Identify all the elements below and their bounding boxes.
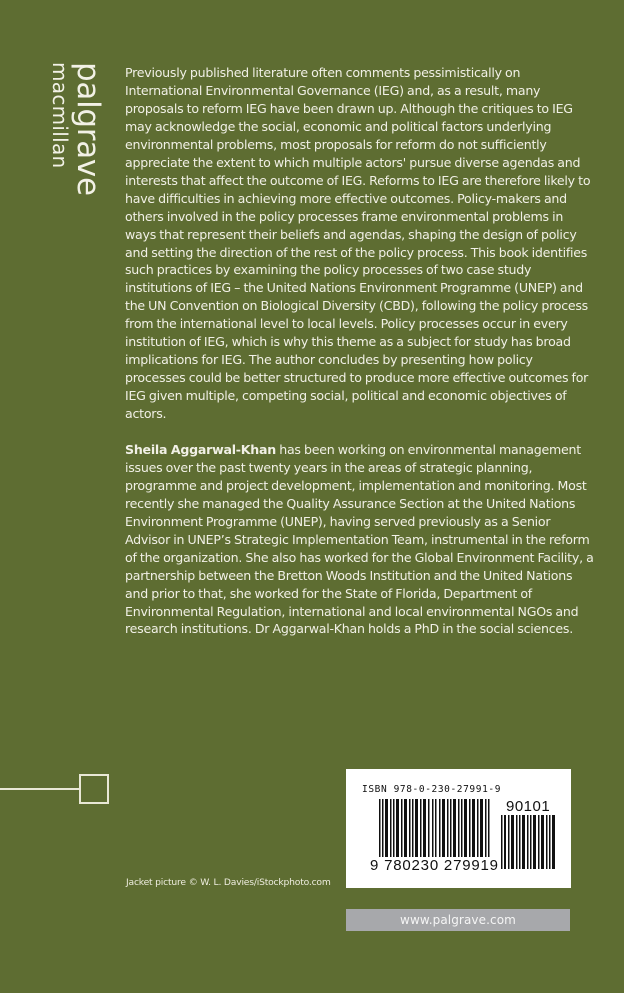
- decorative-line: [0, 788, 79, 790]
- publisher-url-bar: [346, 909, 570, 931]
- publisher-url[interactable]: www.palgrave.com: [400, 913, 516, 927]
- isbn-label: ISBN 978-0-230-27991-9: [362, 784, 502, 795]
- publisher-logo: [44, 62, 104, 202]
- isbn-barcode: [346, 769, 571, 888]
- addon-barcode-bars-icon: [501, 815, 557, 869]
- back-cover-blurb: [125, 64, 595, 638]
- author-name: Sheila Aggarwal-Khan: [125, 441, 276, 457]
- author-bio-text: has been working on environmental management issues over the past twenty years in the areas of strategic planning, programme and project development, implementation and monitoring. Most recently she managed the Quality Assurance Section at the United Nations Environment Programme (UNEP), having served previously as a Senior Advisor in UNEP’s Strategic Implementation Team, instrumental in the reform of the organization. She also has worked for the Global Environment Facility, a partnership between the Bretton Woods Institution and the United Nations and prior to that, she worked for the State of Florida, Department of Environmental Regulation, international and local environmental NGOs and research institutions. Dr Aggarwal-Khan holds a PhD in the social sciences.: [125, 441, 594, 637]
- author-bio: [125, 441, 595, 638]
- logo-palgrave-text: palgrave: [70, 62, 106, 196]
- jacket-picture-credit: Jacket picture © W. L. Davies/iStockphoto.com: [126, 877, 331, 888]
- ean-number: [369, 857, 500, 874]
- ean-digits: 9 780230 279919: [370, 857, 499, 874]
- decorative-square-icon: [79, 774, 109, 804]
- logo-macmillan-text: macmillan: [48, 62, 72, 169]
- addon-price-code: 90101: [506, 798, 551, 815]
- book-description: Previously published literature often comments pessimistically on International Environmental Governance (IEG) and, as a result, many proposals to reform IEG have been drawn up. Although the critiques to IEG may acknowledge the social, economic and political factors underlying environmental problems, most proposals for reform do not sufficiently appreciate the extent to which multiple actors' pursue diverse agendas and interests that affect the outcome of IEG. Reforms to IEG are therefore likely to have difficulties in achieving more effective outcomes. Policy-makers and others involved in the policy processes frame environmental problems in ways that represent their beliefs and agendas, shaping the design of policy and setting the direction of the rest of the policy process. This book identifies such practices by examining the policy processes of two case study institutions of IEG – the United Nations Environment Programme (UNEP) and the UN Convention on Biological Diversity (CBD), following the policy process from the international level to local levels. Policy processes occur in every institution of IEG, which is why this theme as a subject for study has broad implications for IEG. The author concludes by presenting how policy processes could be better structured to produce more effective outcomes for IEG given multiple, competing social, political and economic objectives of actors.: [125, 65, 591, 422]
